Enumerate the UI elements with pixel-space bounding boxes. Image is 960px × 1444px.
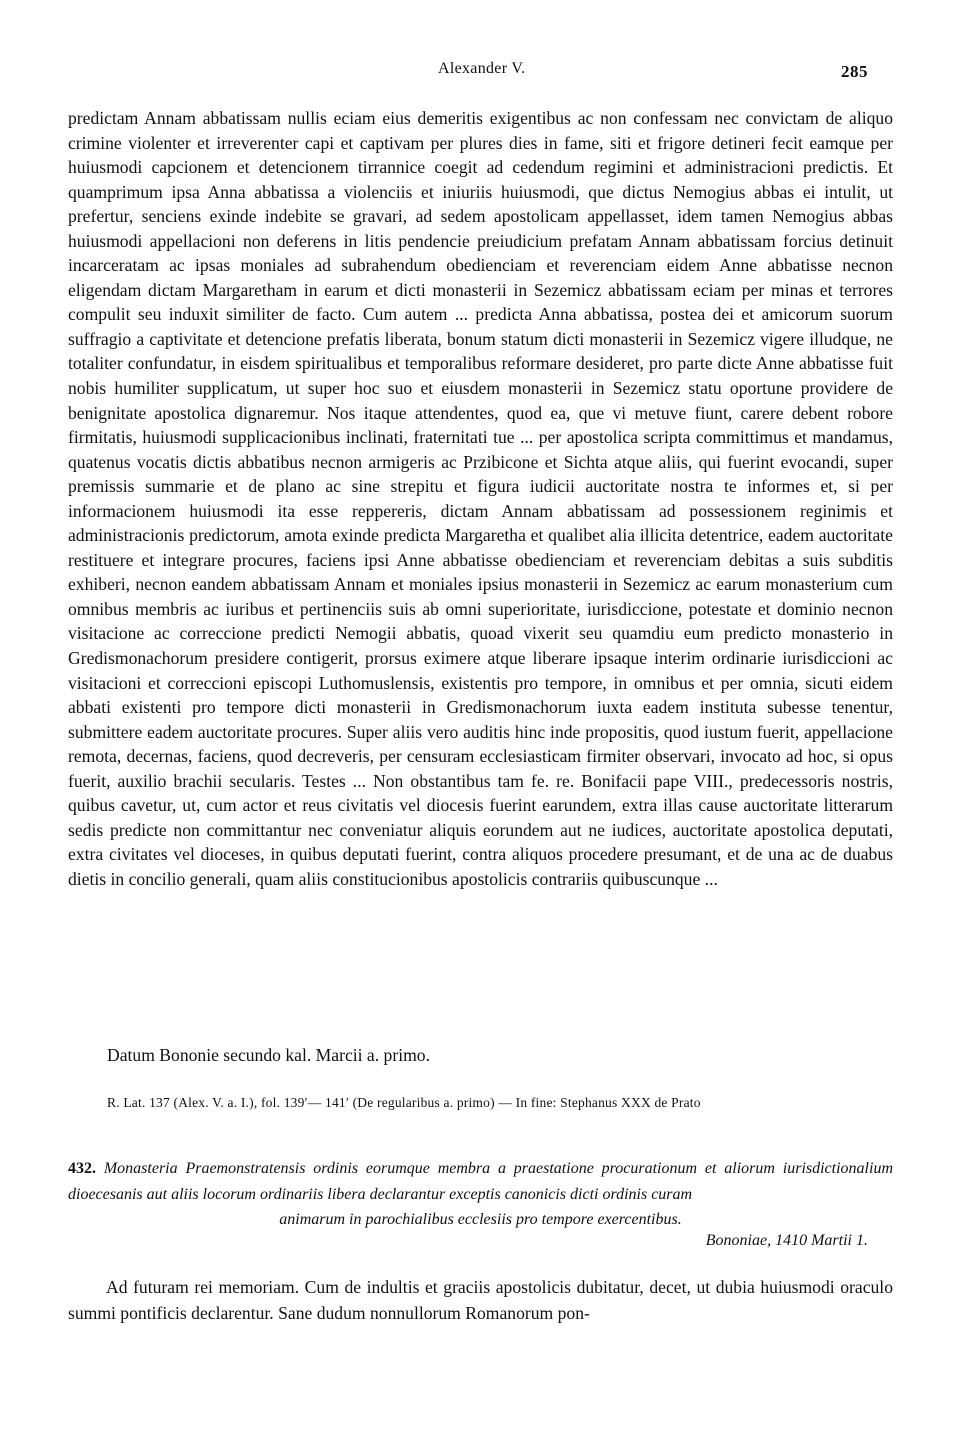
entry-summary bbox=[68, 1156, 893, 1233]
body-paragraph: predictam Annam abbatissam nullis eciam eius demeritis exigentibus ac non confessam nec convictam de aliquo crimine violenter et irreverenter capi et captivam per plures dies in fame, siti et frigore detineri fecit eamque per huiusmodi capcionem et detencionem tirrannice coegit ad cedendum regimini et administracioni predictis. Et quamprimum ipsa Anna abbatissa a violenciis et iniuriis huiusmodi, que dictus Nemogius abbas ei intulit, ut prefertur, senciens exinde indebite se gravari, ad sedem apostolicam appellasset, idem tamen Nemogius abbas huiusmodi appellacioni non deferens in litis pendencie preiudicium prefatam Annam abbatissam forcius detinuit incarceratam ac ipsas moniales ad subrahendum obedienciam et reverenciam eidem Anne abbatisse necnon eligendam dictam Margaretham in earum et dicti monasterii in Sezemicz abbatissam eciam per minas et terrores compulit seu induxit similiter de facto. Cum autem ... predicta Anna abbatissa, postea dei et amicorum suorum suffragio a captivitate et detencione prefatis liberata, bonum statum dicti monasterii in Sezemicz vigere illudque, ne totaliter confundatur, in eisdem spiritualibus et temporalibus reformare desideret, pro parte dicte Anne abbatisse fuit nobis humiliter supplicatum, ut super hoc suo et eiusdem monasterii in Sezemicz statu oportune providere de benignitate apostolica dignaremur. Nos itaque attendentes, quod ea, que vi metuve fiunt, carere debent robore firmitatis, huiusmodi supplicacionibus inclinati, fraternitati tue ... per apostolica scripta committimus et mandamus, quatenus vocatis dictis abbatibus necnon armigeris ac Przibicone et Sichta atque aliis, qui fuerint evocandi, super premissis summarie et de plano ac sine strepitu et figura iudicii auctoritate nostra te informes et, si per informacionem huiusmodi ita esse reppereris, dictam Annam abbatissam ad possessionem reginimis et administracionis predictorum, amota exinde predicta Margaretha et qualibet alia illicita detentrice, eadem auctoritate restituere et integrare procures, faciens ipsi Anne abbatisse obedienciam et reverenciam debitas a suis subditis exhiberi, necnon eandem abbatissam Annam et moniales ipsius monasterii in Sezemicz ac earum monasterium cum omnibus membris ac iuribus et pertinenciis suis ab omni superioritate, iurisdiccione, potestate et dominio necnon visitacione ac correccione predicti Nemogii abbatis, quoad vixerit seu quamdiu eum predicto monasterio in Gredismonachorum presidere contigerit, prorsus eximere atque liberare ipsaque interim ordinarie iurisdiccioni ac visitacioni et correccioni episcopi Luthomuslensis, existentis pro tempore, in omnibus et per omnia, sicuti eidem abbati existenti pro tempore dicti monasterii in Gredismonachorum iuxta eadem instituta subesse tenentur, submittere eadem auctoritate procures. Super aliis vero auditis hinc inde propositis, quod iustum fuerit, appellacione remota, decernas, faciens, quod decreveris, per censuram ecclesiasticam firmiter observari, invocato ad hoc, si opus fuerit, auxilio brachii secularis. Testes ... Non obstantibus tam fe. re. Bonifacii pape VIII., predecessoris nostris, quibus cavetur, ut, cum actor et reus civitatis vel diocesis fuerint earundem, extra illas cause auctoritate litterarum sedis predicte non committantur nec conveniatur aliquis eorundem aut ne iudices, auctoritate apostolica deputati, extra civitates vel dioceses, in quibus deputati fuerint, contra aliquos procedere presumant, et de una ac de duabus dietis in concilio generali, quam aliis constitucionibus apostolicis contrariis quibuscunque ... bbox=[68, 108, 893, 889]
running-head-title: Alexander V. bbox=[438, 60, 526, 77]
main-body-text bbox=[68, 106, 893, 892]
running-head bbox=[0, 60, 960, 84]
entry-summary-text: Monasteria Praemonstratensis ordinis eorumque membra a praestatione procurationum et aliorum iurisdictionalium dioecesanis aut aliis locorum ordinariis libera declarantur exceptis canonicis dicti ordinis curam bbox=[68, 1160, 893, 1203]
entry-summary-text-cont: animarum in parochialibus ecclesiis pro tempore exercentibus. bbox=[279, 1211, 682, 1228]
entry-place-date: Bononiae, 1410 Martii 1. bbox=[705, 1232, 868, 1249]
entry-paragraph: Ad futuram rei memoriam. Cum de indultis et graciis apostolicis dubitatur, decet, ut dubia huiusmodi oraculo summi pontificis declarentur. Sane dudum nonnullorum Romanorum pon- bbox=[68, 1277, 893, 1323]
archival-reference: R. Lat. 137 (Alex. V. a. I.), fol. 139′— 141′ (De regularibus a. primo) — In fine: Stephanus XXX de Prato bbox=[107, 1095, 701, 1110]
entry-number: 432. bbox=[68, 1160, 96, 1177]
page-number: 285 bbox=[841, 62, 868, 81]
datum-line: Datum Bononie secundo kal. Marcii a. primo. bbox=[107, 1045, 430, 1065]
entry-body-text bbox=[68, 1275, 893, 1326]
